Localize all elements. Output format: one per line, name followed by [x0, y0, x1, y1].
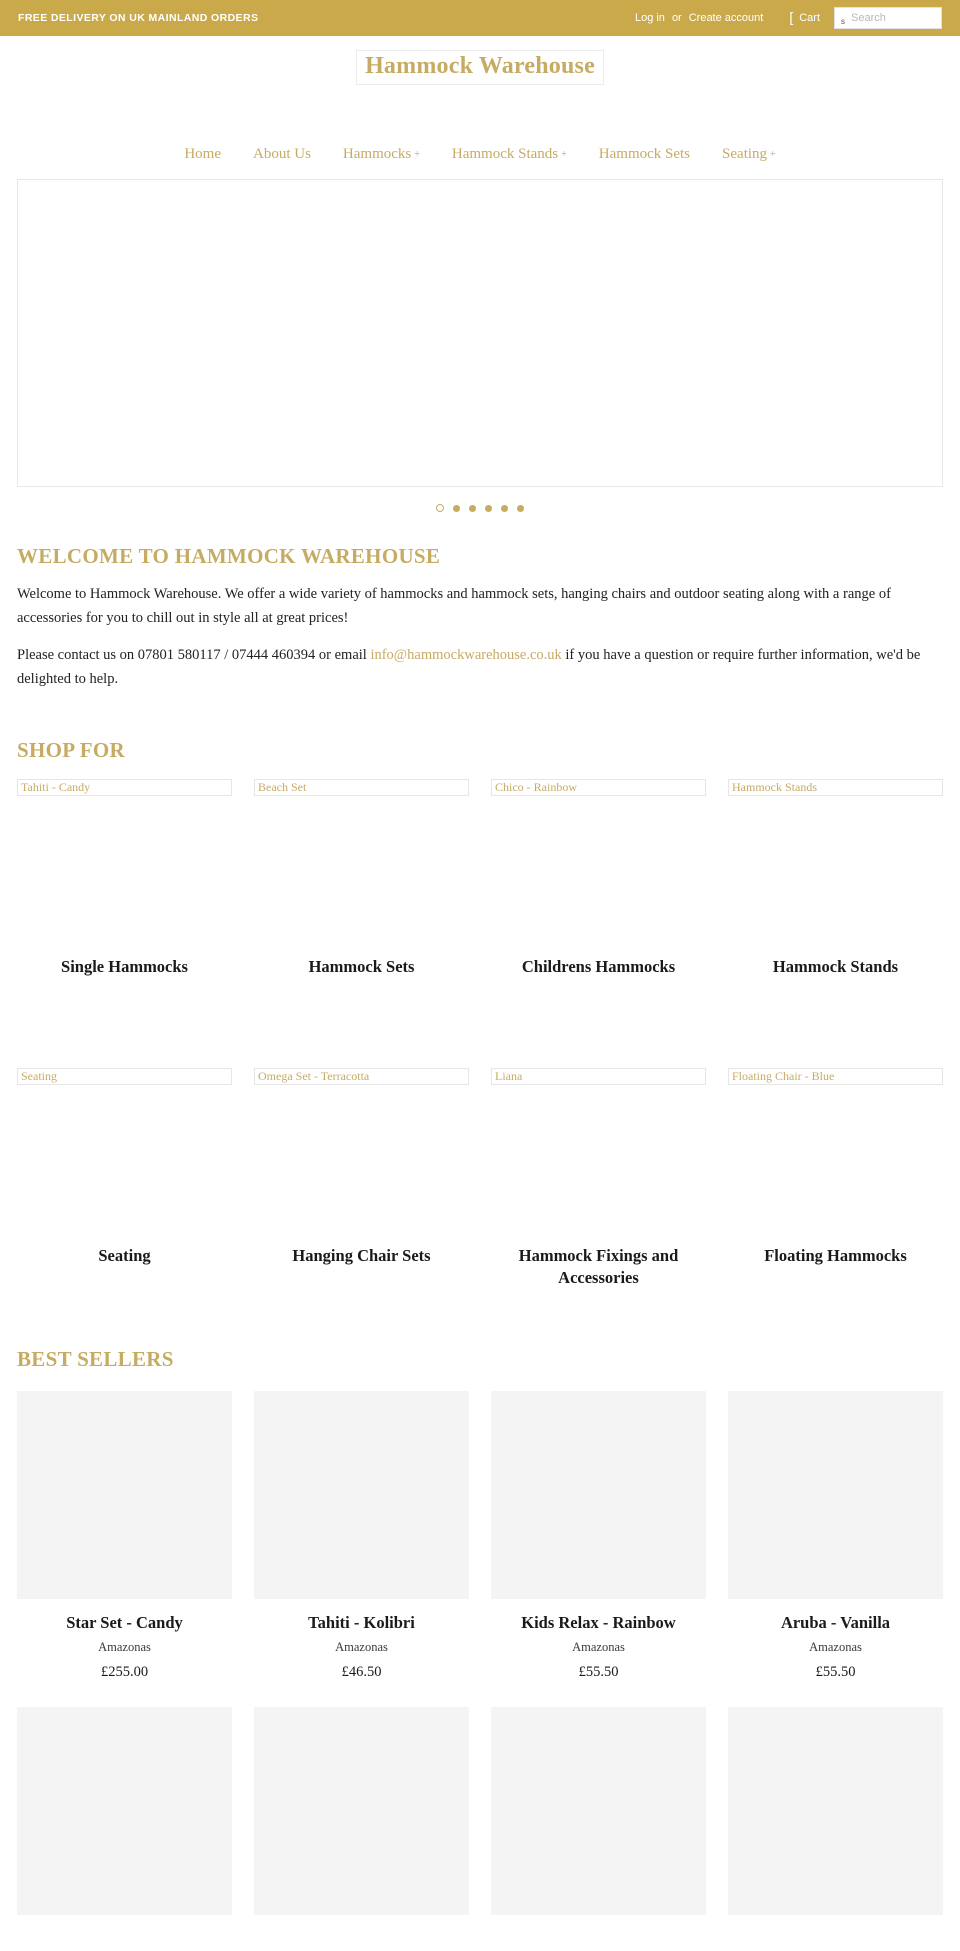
category-title: Hanging Chair Sets [292, 1246, 431, 1266]
category-title: Floating Hammocks [764, 1246, 907, 1266]
category-image-alt-text: Omega Set - Terracotta [258, 1069, 370, 1084]
category-image-gap [491, 796, 706, 956]
carousel-dot[interactable] [517, 505, 524, 512]
product-image-placeholder [491, 1391, 706, 1599]
category-title: Hammock Stands [772, 956, 899, 976]
best-sellers-heading: BEST SELLERS [17, 1347, 174, 1372]
product-price: £55.50 [815, 1664, 856, 1681]
welcome-heading: WELCOME TO HAMMOCK WAREHOUSE [17, 544, 441, 568]
category-image-placeholder [491, 779, 706, 796]
category-card[interactable] [728, 1068, 943, 1289]
cart-label: Cart [799, 12, 820, 24]
nav-item-hammock-sets[interactable]: Hammock Sets [598, 146, 691, 162]
product-image-placeholder [491, 1707, 706, 1915]
category-card[interactable] [254, 1068, 469, 1289]
product-card[interactable] [491, 1707, 706, 1945]
category-image-placeholder [728, 1068, 943, 1085]
best-sellers-grid [17, 1391, 943, 1951]
or-separator: or [671, 12, 682, 24]
product-price: £255.00 [100, 1664, 149, 1681]
contact-email-link[interactable]: info@hammockwarehouse.co.uk [370, 647, 562, 664]
product-vendor: Amazonas [335, 1640, 388, 1655]
category-image-placeholder [254, 1068, 469, 1085]
nav-item-hammock-stands[interactable]: Hammock Stands + [451, 146, 567, 162]
category-image-gap [491, 1085, 706, 1245]
search-box[interactable] [834, 7, 942, 29]
announcement-bar [0, 0, 960, 36]
contact-paragraph [17, 644, 943, 691]
category-title: Hammock Fixings and Accessories [518, 1246, 679, 1288]
category-image-gap [254, 1085, 469, 1245]
announcement-text: FREE DELIVERY ON UK MAINLAND ORDERS [18, 12, 259, 24]
category-card[interactable] [728, 779, 943, 978]
category-card[interactable] [491, 1068, 706, 1289]
nav-item-home[interactable]: Home [184, 146, 221, 162]
product-image-placeholder [254, 1391, 469, 1599]
nav-item-about-us[interactable]: About Us [253, 146, 311, 162]
product-image-placeholder [17, 1391, 232, 1599]
product-vendor: Amazonas [809, 1640, 862, 1655]
category-title: Childrens Hammocks [521, 956, 676, 976]
product-title: Star Set - Candy [66, 1613, 183, 1633]
nav-item-seating[interactable]: Seating + [722, 146, 776, 162]
category-image-placeholder [491, 1068, 706, 1085]
product-card[interactable] [17, 1391, 232, 1681]
category-image-alt-text: Liana [495, 1069, 523, 1084]
carousel-dot[interactable] [453, 505, 460, 512]
category-row-spacer [17, 977, 943, 1052]
main-navigation [0, 140, 960, 179]
carousel-dot[interactable] [469, 505, 476, 512]
contact-prefix: Please contact us on 07801 580117 / 07444 460394 or email [17, 647, 371, 664]
page-content [17, 544, 943, 1951]
topbar-account-area [635, 7, 942, 29]
category-image-alt-text: Beach Set [258, 779, 307, 794]
product-title: Aruba - Vanilla [780, 1613, 891, 1633]
product-card[interactable] [728, 1391, 943, 1681]
product-price: £46.50 [341, 1664, 382, 1681]
carousel-dots [0, 500, 960, 516]
search-input[interactable] [845, 11, 960, 25]
category-image-placeholder [17, 1068, 232, 1085]
category-image-placeholder [17, 779, 232, 796]
category-card[interactable] [254, 779, 469, 978]
product-vendor: Amazonas [572, 1640, 625, 1655]
product-card[interactable] [491, 1391, 706, 1681]
product-card[interactable] [254, 1707, 469, 1945]
login-link[interactable]: Log in [634, 12, 665, 24]
carousel-dot[interactable] [485, 505, 492, 512]
category-card[interactable] [17, 779, 232, 978]
carousel-dot[interactable] [501, 505, 508, 512]
nav-item-hammocks[interactable]: Hammocks + [342, 146, 420, 162]
cart-button[interactable] [789, 11, 820, 25]
search-icon: s [841, 17, 845, 26]
category-grid-row-1 [17, 779, 943, 978]
create-account-link[interactable]: Create account [688, 12, 764, 24]
category-card[interactable] [17, 1068, 232, 1289]
category-image-gap [728, 1085, 943, 1245]
contact-suffix: if you have a question or require further information, we'd be delighted to help. [17, 647, 921, 687]
product-card[interactable] [254, 1391, 469, 1681]
carousel-dot[interactable] [436, 504, 444, 512]
dropdown-plus-icon: + [770, 149, 776, 160]
category-image-gap [17, 1085, 232, 1245]
category-image-alt-text: Floating Chair - Blue [732, 1069, 835, 1084]
product-image-placeholder [17, 1707, 232, 1915]
product-title: Tahiti - Kolibri [308, 1613, 415, 1633]
category-image-alt-text: Chico - Rainbow [495, 779, 577, 794]
category-image-gap [728, 796, 943, 956]
category-image-alt-text: Seating [21, 1069, 57, 1084]
category-card[interactable] [491, 779, 706, 978]
category-title: Seating [98, 1246, 151, 1266]
product-image-placeholder [728, 1707, 943, 1915]
product-card[interactable] [17, 1707, 232, 1945]
shop-for-heading: SHOP FOR [17, 737, 125, 762]
category-grid-row-2 [17, 1068, 943, 1289]
category-image-placeholder [728, 779, 943, 796]
welcome-paragraph: Welcome to Hammock Warehouse. We offer a wide variety of hammocks and hammock sets, hanging chairs and outdoor seating along with a range of accessories for you to chill out in style all at great prices! [17, 586, 891, 626]
product-title: Kids Relax - Rainbow [521, 1613, 676, 1633]
category-image-placeholder [254, 779, 469, 796]
product-card[interactable] [728, 1707, 943, 1945]
product-image-placeholder [254, 1707, 469, 1915]
product-image-placeholder [728, 1391, 943, 1599]
product-price: £55.50 [578, 1664, 619, 1681]
site-logo[interactable]: Hammock Warehouse [356, 50, 604, 85]
site-header [0, 36, 960, 140]
product-vendor: Amazonas [98, 1640, 151, 1655]
category-image-gap [254, 796, 469, 956]
category-title: Hammock Sets [308, 956, 415, 976]
hero-carousel[interactable] [17, 179, 943, 487]
category-image-alt-text: Tahiti - Candy [21, 779, 91, 794]
cart-icon: [ [789, 9, 794, 25]
category-image-gap [17, 796, 232, 956]
dropdown-plus-icon: + [414, 149, 420, 160]
category-title: Single Hammocks [61, 956, 188, 976]
dropdown-plus-icon: + [561, 149, 567, 160]
category-image-alt-text: Hammock Stands [732, 779, 817, 794]
